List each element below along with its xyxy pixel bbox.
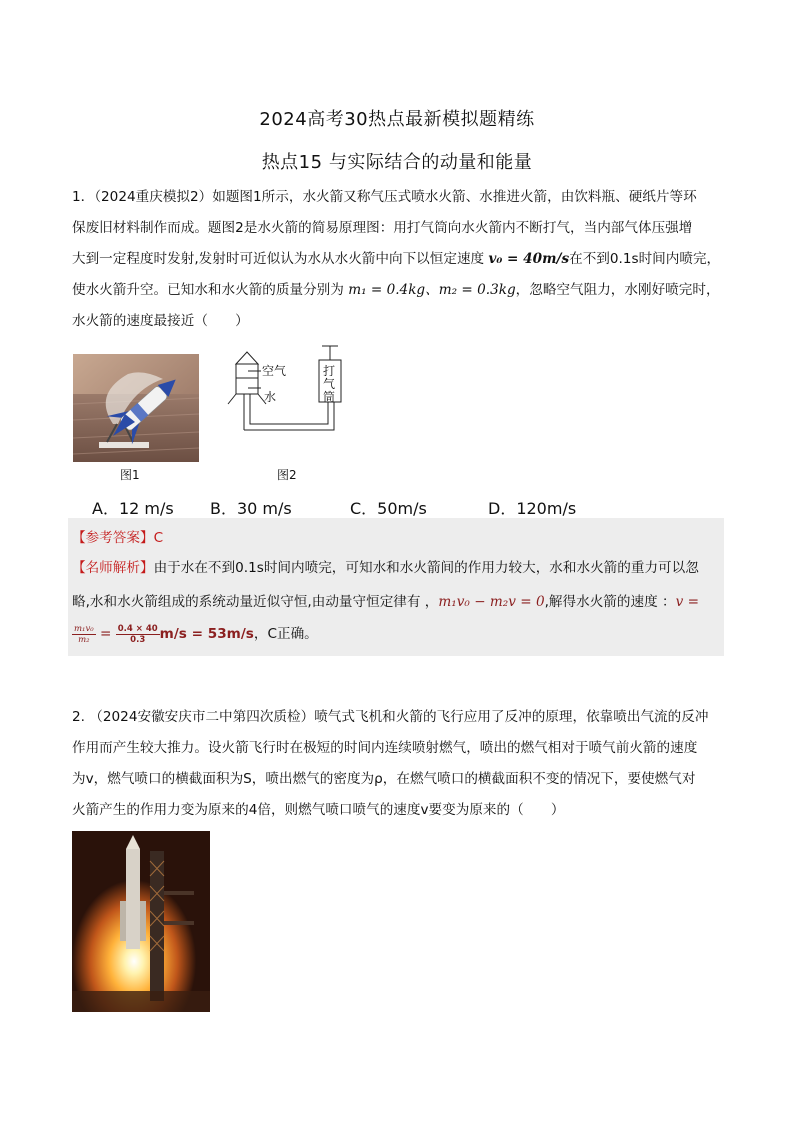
- q1-line-1: 1．（2024重庆模拟2）如题图1所示，水火箭又称气压式喷水火箭、水推进火箭，由饮料瓶、硬纸片等环: [72, 189, 697, 205]
- fraction-numeric-den: 0.3: [130, 634, 146, 645]
- analysis-text-1: 由于水在不到0.1s时间内喷完，可知水和水火箭间的作用力较大，水和水火箭的重力可以忽: [153, 560, 699, 576]
- q1-line-3: [72, 244, 724, 275]
- reference-answer-value: C: [153, 530, 164, 546]
- question-1: [72, 182, 724, 337]
- q1-line-3-text: 大到一定程度时发射,发射时可近似认为水从水火箭中向下以恒定速度: [72, 251, 485, 267]
- fraction-symbolic: [72, 624, 96, 645]
- q1-line-4-text: 使水火箭升空。已知水和水火箭的质量分别为: [72, 282, 344, 298]
- q2-line-2: 作用而产生较大推力。设火箭飞行时在极短的时间内连续喷射燃气，喷出的燃气相对于喷气前火箭的速度: [72, 740, 698, 756]
- water-label: 水: [264, 390, 277, 404]
- analysis-line-1: [72, 556, 699, 576]
- analysis-line-3: [72, 622, 318, 645]
- q1-line-4: [72, 275, 724, 306]
- option-c[interactable]: C．50m/s: [350, 499, 427, 518]
- analysis-tag: 【名师解析】: [72, 560, 154, 576]
- page-title: 2024高考30热点最新模拟题精练: [259, 109, 535, 130]
- fig2-caption: 图2: [277, 468, 297, 482]
- option-a[interactable]: A．12 m/s: [92, 499, 174, 518]
- option-b[interactable]: B．30 m/s: [210, 499, 292, 518]
- analysis-text-2b: ,解得水火箭的速度 ：: [544, 594, 676, 610]
- result-value: m/s = 53m/s: [159, 626, 254, 642]
- q1-line-2: 保废旧材料制作而成。题图2是水火箭的简易原理图：用打气筒向水火箭内不断打气，当内部气体压强增: [72, 220, 693, 236]
- momentum-equation: m₁v₀ − m₂v = 0: [438, 594, 545, 610]
- fraction-symbolic-den: m₂: [78, 634, 90, 645]
- page-subtitle: 热点15 与实际结合的动量和能量: [261, 152, 533, 173]
- pump-label-1: 打: [323, 364, 336, 378]
- q2-line-1: 2. （2024安徽安庆市二中第四次质检）喷气式飞机和火箭的飞行应用了反冲的原理，依靠喷出气流的反冲: [72, 709, 709, 725]
- q1-mass-math: m₁ = 0.4kg、m₂ = 0.3kg: [348, 282, 516, 298]
- analysis-line-2: [72, 590, 699, 610]
- velocity-symbol: v =: [675, 594, 700, 610]
- water-rocket-photo: [73, 354, 199, 462]
- pump-label-3: 筒: [323, 390, 336, 404]
- option-d[interactable]: D．120m/s: [488, 499, 577, 518]
- rocket-launch-photo: [72, 831, 210, 1012]
- analysis-text-2a: 略,水和水火箭组成的系统动量近似守恒,由动量守恒定律有 ，: [72, 594, 439, 610]
- reference-answer: [72, 526, 163, 546]
- water-rocket-diagram: [215, 344, 355, 464]
- q2-line-4: 火箭产生的作用力变为原来的4倍，则燃气喷口喷气的速度v要变为原来的（ ）: [72, 802, 565, 818]
- fraction-symbolic-num: m₁v₀: [74, 623, 94, 634]
- q1-line-3-text-b: 在不到0.1s时间内喷完，: [569, 251, 721, 267]
- pump-label-2: 气: [323, 377, 336, 391]
- q1-line-5: 水火箭的速度最接近（ ）: [72, 313, 249, 329]
- conclusion-text: ，C正确。: [253, 626, 318, 642]
- fraction-numeric: [116, 624, 160, 645]
- reference-answer-tag: 【参考答案】: [72, 530, 154, 546]
- air-label: 空气: [262, 364, 287, 378]
- q2-line-3: 为v，燃气喷口的横截面积为S，喷出燃气的密度为ρ，在燃气喷口的横截面积不变的情况下，要使燃气对: [72, 771, 696, 787]
- fig1-caption: 图1: [120, 468, 140, 482]
- q1-velocity-math: v₀ = 40m/s: [488, 251, 570, 267]
- question-2: [72, 702, 724, 826]
- fraction-numeric-num: 0.4 × 40: [117, 623, 158, 634]
- q1-line-4-text-b: ，忽略空气阻力，水刚好喷完时，: [515, 282, 720, 298]
- equals-sign: =: [100, 626, 112, 642]
